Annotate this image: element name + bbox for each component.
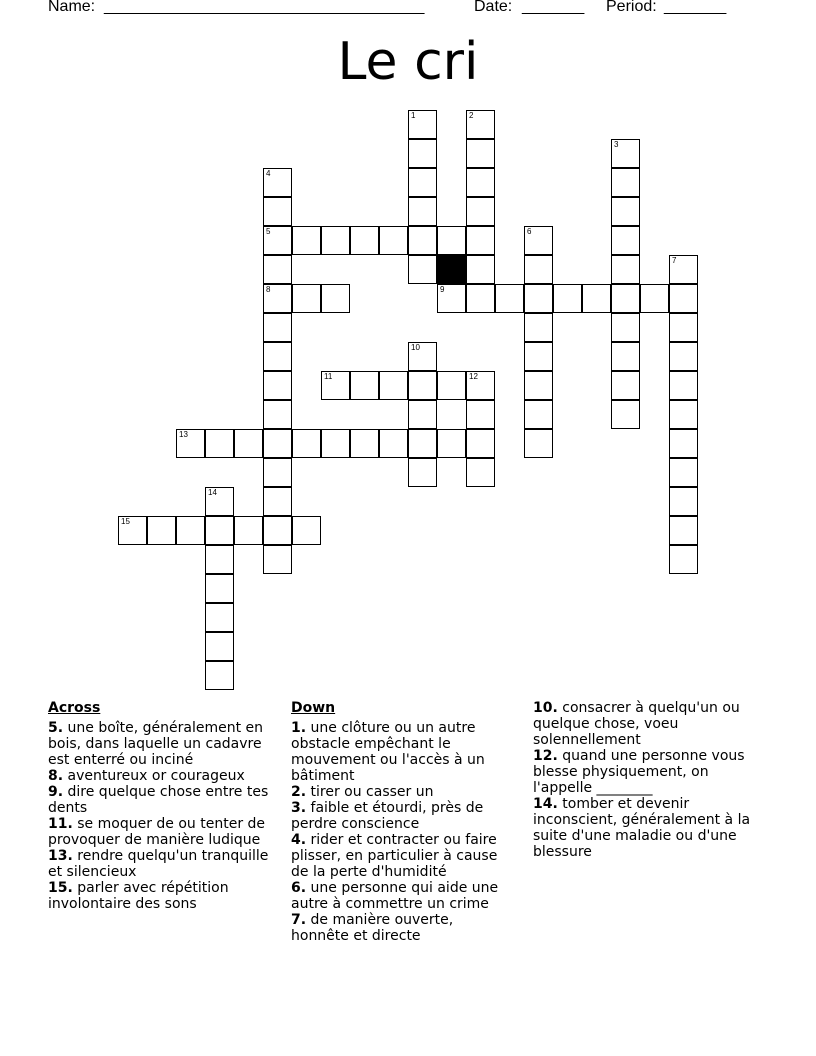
grid-cell[interactable] [263, 487, 292, 516]
grid-cell[interactable] [205, 516, 234, 545]
grid-cell[interactable] [437, 284, 466, 313]
clue-text: tirer ou casser un [306, 784, 434, 800]
grid-cell[interactable] [321, 284, 350, 313]
grid-cell[interactable] [263, 313, 292, 342]
grid-cell[interactable] [408, 168, 437, 197]
clue-item [48, 784, 280, 816]
down-clues-continued [533, 700, 768, 860]
clue-number: 10 [411, 343, 420, 352]
clue-text: de manière ouverte, honnête et directe [291, 912, 454, 944]
grid-cell[interactable] [408, 400, 437, 429]
clue-item [533, 748, 768, 796]
grid-cell[interactable] [176, 429, 205, 458]
clue-number: 6 [527, 227, 532, 236]
grid-cell[interactable] [408, 139, 437, 168]
grid-cell[interactable] [205, 603, 234, 632]
grid-cell[interactable] [669, 429, 698, 458]
grid-cell[interactable] [379, 226, 408, 255]
clue-item [48, 848, 280, 880]
grid-cell[interactable] [669, 487, 698, 516]
grid-cell[interactable] [263, 255, 292, 284]
grid-cell[interactable] [611, 226, 640, 255]
grid-cell[interactable] [524, 226, 553, 255]
clue-number: 14 [208, 488, 217, 497]
grid-cell[interactable] [263, 342, 292, 371]
clue-number: 11 [324, 372, 333, 381]
clue-item [291, 880, 513, 912]
grid-cell[interactable] [524, 342, 553, 371]
grid-cell[interactable] [640, 284, 669, 313]
date-line[interactable]: _______ [522, 0, 585, 15]
grid-cell[interactable] [408, 255, 437, 284]
grid-cell[interactable] [669, 284, 698, 313]
grid-cell[interactable] [524, 400, 553, 429]
clue-item [48, 720, 280, 768]
clue-item [291, 912, 513, 944]
grid-cell[interactable] [437, 226, 466, 255]
across-clues [48, 700, 280, 912]
clue-text: dire quelque chose entre tes dents [48, 784, 269, 816]
clue-text: consacrer à quelqu'un ou quelque chose, voeu solennellement [533, 700, 740, 748]
grid-cell[interactable] [495, 284, 524, 313]
period-label: Period: [606, 0, 657, 15]
grid-cell[interactable] [669, 516, 698, 545]
clue-item [533, 700, 768, 748]
grid-cell[interactable] [611, 371, 640, 400]
grid-cell[interactable] [292, 516, 321, 545]
grid-cell[interactable] [408, 342, 437, 371]
clue-text: une personne qui aide une autre à commettre un crime [291, 880, 499, 912]
clue-number: 11. [48, 816, 73, 832]
grid-cell[interactable] [408, 226, 437, 255]
clue-text: une boîte, généralement en bois, dans laquelle un cadavre est enterré ou inciné [48, 720, 264, 768]
clue-number: 8. [48, 768, 64, 784]
clue-item [533, 796, 768, 860]
grid-cell[interactable] [205, 661, 234, 690]
clue-text: quand une personne vous blesse physiquement, on l'appelle ________ [533, 748, 745, 796]
clue-number: 2. [291, 784, 307, 800]
grid-cell[interactable] [466, 429, 495, 458]
grid-cell[interactable] [292, 284, 321, 313]
clue-item [291, 784, 513, 800]
clue-text: tomber et devenir inconscient, généralement à la suite d'une maladie ou d'une blessure [533, 796, 751, 860]
grid-cell[interactable] [582, 284, 611, 313]
clue-number: 12. [533, 748, 558, 764]
grid-cell[interactable] [669, 342, 698, 371]
clue-number: 15. [48, 880, 73, 896]
grid-cell[interactable] [524, 371, 553, 400]
grid-cell[interactable] [350, 226, 379, 255]
clue-item [291, 720, 513, 784]
grid-cell[interactable] [118, 516, 147, 545]
grid-cell[interactable] [611, 197, 640, 226]
clue-item [291, 800, 513, 832]
clue-number: 1 [411, 111, 416, 120]
grid-cell[interactable] [611, 168, 640, 197]
grid-cell[interactable] [263, 545, 292, 574]
clue-item [48, 816, 280, 848]
grid-cell[interactable] [321, 226, 350, 255]
grid-cell[interactable] [669, 371, 698, 400]
grid-cell[interactable] [611, 255, 640, 284]
down-clues [291, 700, 513, 944]
black-cell [437, 255, 466, 284]
grid-cell[interactable] [350, 429, 379, 458]
grid-cell[interactable] [292, 429, 321, 458]
clue-number: 3. [291, 800, 307, 816]
grid-cell[interactable] [553, 284, 582, 313]
grid-cell[interactable] [205, 632, 234, 661]
grid-cell[interactable] [205, 574, 234, 603]
grid-cell[interactable] [379, 429, 408, 458]
grid-cell[interactable] [263, 458, 292, 487]
clue-number: 4. [291, 832, 307, 848]
grid-cell[interactable] [466, 400, 495, 429]
clue-number: 8 [266, 285, 271, 294]
grid-cell[interactable] [263, 429, 292, 458]
grid-cell[interactable] [669, 255, 698, 284]
name-label: Name: [48, 0, 96, 15]
grid-cell[interactable] [379, 371, 408, 400]
grid-cell[interactable] [524, 313, 553, 342]
clue-text: se moquer de ou tenter de provoquer de manière ludique [48, 816, 266, 848]
grid-cell[interactable] [263, 400, 292, 429]
grid-cell[interactable] [321, 429, 350, 458]
clue-number: 15 [121, 517, 130, 526]
clue-number: 3 [614, 140, 619, 149]
grid-cell[interactable] [263, 226, 292, 255]
clue-number: 6. [291, 880, 307, 896]
clue-number: 5 [266, 227, 271, 236]
grid-cell[interactable] [669, 400, 698, 429]
grid-cell[interactable] [205, 545, 234, 574]
clue-number: 10. [533, 700, 558, 716]
grid-cell[interactable] [669, 458, 698, 487]
date-label: Date: [474, 0, 513, 15]
grid-cell[interactable] [611, 139, 640, 168]
clue-text: faible et étourdi, près de perdre conscience [291, 800, 484, 832]
period-line[interactable]: _______ [664, 0, 727, 15]
clue-item [48, 880, 280, 912]
clue-item [48, 768, 280, 784]
clue-number: 7 [672, 256, 677, 265]
grid-cell[interactable] [466, 110, 495, 139]
grid-cell[interactable] [147, 516, 176, 545]
grid-cell[interactable] [669, 545, 698, 574]
grid-cell[interactable] [466, 139, 495, 168]
clue-number: 13 [179, 430, 188, 439]
grid-cell[interactable] [292, 226, 321, 255]
clue-number: 9 [440, 285, 445, 294]
grid-cell[interactable] [408, 110, 437, 139]
grid-cell[interactable] [205, 429, 234, 458]
grid-cell[interactable] [524, 284, 553, 313]
grid-cell[interactable] [611, 400, 640, 429]
grid-cell[interactable] [234, 516, 263, 545]
grid-cell[interactable] [611, 342, 640, 371]
down-heading: Down [291, 700, 336, 716]
grid-cell[interactable] [205, 487, 234, 516]
grid-cell[interactable] [234, 429, 263, 458]
grid-cell[interactable] [263, 371, 292, 400]
grid-cell[interactable] [408, 429, 437, 458]
grid-cell[interactable] [466, 458, 495, 487]
grid-cell[interactable] [466, 226, 495, 255]
grid-cell[interactable] [408, 197, 437, 226]
clue-text: parler avec répétition involontaire des sons [48, 880, 229, 912]
name-line[interactable]: ____________________________________ [104, 0, 425, 15]
clue-number: 1. [291, 720, 307, 736]
grid-cell[interactable] [466, 197, 495, 226]
grid-cell[interactable] [611, 313, 640, 342]
clue-text: aventureux or courageux [63, 768, 245, 784]
grid-cell[interactable] [466, 371, 495, 400]
clue-number: 7. [291, 912, 307, 928]
grid-cell[interactable] [263, 284, 292, 313]
grid-cell[interactable] [466, 168, 495, 197]
clue-item [291, 832, 513, 880]
grid-cell[interactable] [524, 255, 553, 284]
grid-cell[interactable] [408, 458, 437, 487]
clue-text: rendre quelqu'un tranquille et silencieux [48, 848, 269, 880]
clue-number: 12 [469, 372, 478, 381]
grid-cell[interactable] [437, 371, 466, 400]
clue-number: 9. [48, 784, 64, 800]
grid-cell[interactable] [524, 429, 553, 458]
clue-number: 4 [266, 169, 271, 178]
grid-cell[interactable] [466, 284, 495, 313]
clue-text: une clôture ou un autre obstacle empêchant le mouvement ou l'accès à un bâtiment [291, 720, 485, 784]
page-title: Le cri [337, 32, 479, 92]
clue-number: 13. [48, 848, 73, 864]
across-heading: Across [48, 700, 101, 716]
grid-cell[interactable] [437, 429, 466, 458]
grid-cell[interactable] [611, 284, 640, 313]
clue-number: 2 [469, 111, 474, 120]
grid-cell[interactable] [350, 371, 379, 400]
grid-cell[interactable] [263, 168, 292, 197]
clue-number: 5. [48, 720, 64, 736]
grid-cell[interactable] [176, 516, 205, 545]
grid-cell[interactable] [669, 313, 698, 342]
grid-cell[interactable] [321, 371, 350, 400]
clue-number: 14. [533, 796, 558, 812]
grid-cell[interactable] [466, 255, 495, 284]
grid-cell[interactable] [263, 197, 292, 226]
grid-cell[interactable] [408, 371, 437, 400]
grid-cell[interactable] [263, 516, 292, 545]
clue-text: rider et contracter ou faire plisser, en particulier à cause de la perte d'humidité [291, 832, 498, 880]
